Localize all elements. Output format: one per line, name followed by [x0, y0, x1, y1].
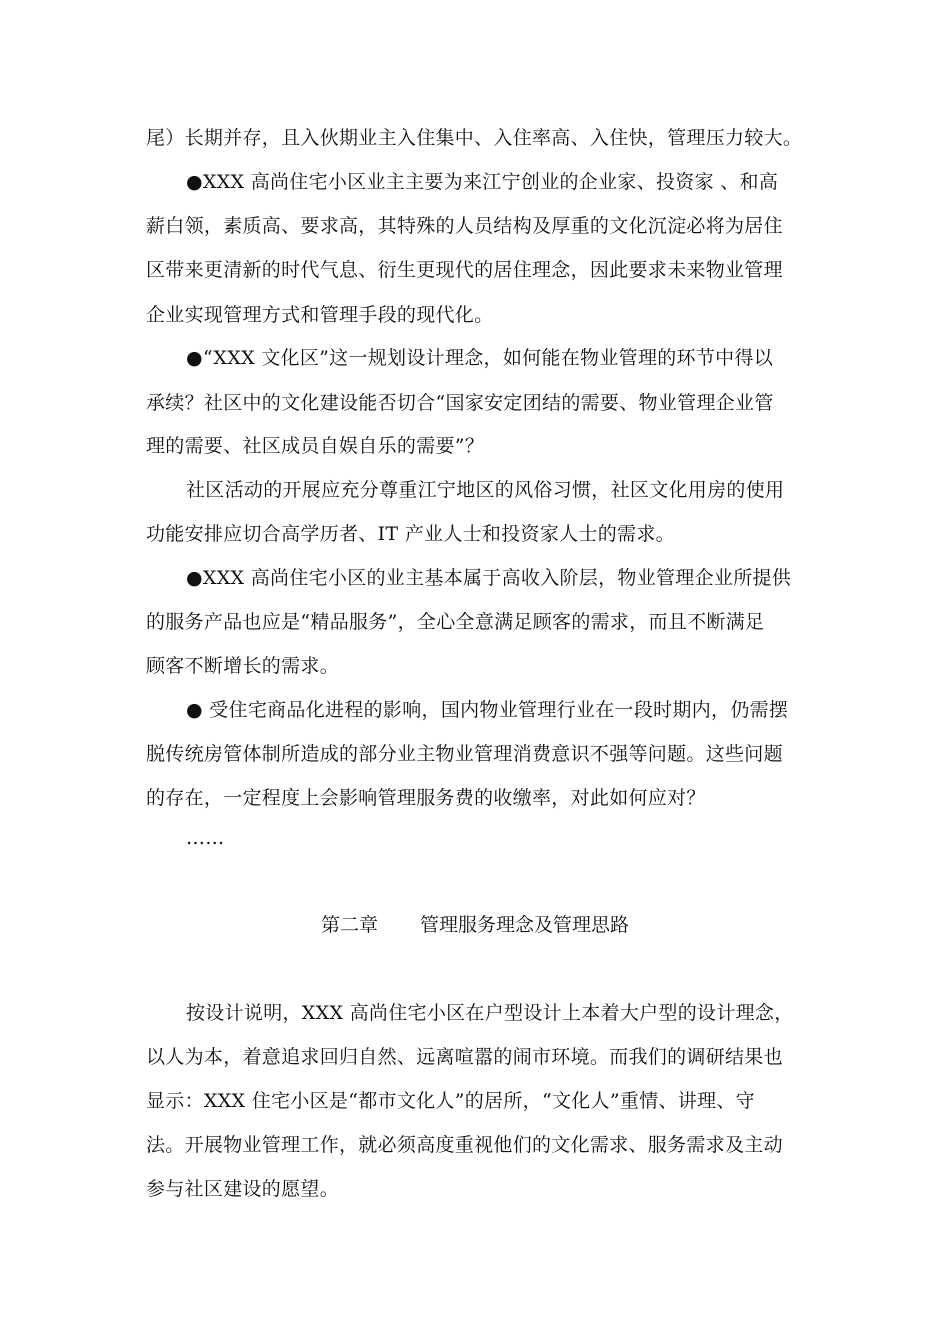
- bullet-line-1: ●XXX 高尚住宅小区业主主要为来江宁创业的企业家、投资家 、和高: [186, 171, 779, 193]
- bullet-line-3: ●XXX 高尚住宅小区的业主基本属于高收入阶层，物业管理企业所提供: [186, 567, 792, 589]
- body-line-4: 法。开展物业管理工作，就必须高度重视他们的文化需求、服务需求及主动: [146, 1134, 783, 1156]
- body-line-3: 显示：XXX 住宅小区是“都市文化人”的居所，“文化人”重情、讲理、守: [146, 1090, 755, 1112]
- text-line-3: 薪白领，素质高、要求高，其特殊的人员结构及厚重的文化沉淀必将为居住: [146, 215, 783, 237]
- text-line-5: 企业实现管理方式和管理手段的现代化。: [146, 304, 494, 326]
- text-line-1: 尾）长期并存，且入伙期业主入住集中、入住率高、入住快，管理压力较大。: [146, 127, 803, 149]
- text-line-7: 承续？社区中的文化建设能否切合“国家安定团结的需要、物业管理企业管: [146, 392, 774, 414]
- body-line-5: 参与社区建设的愿望。: [146, 1178, 340, 1200]
- bullet-line-4: ● 受住宅商品化进程的影响，国内物业管理行业在一段时期内，仍需摆: [186, 699, 789, 721]
- bullet-line-2: ●“XXX 文化区”这一规划设计理念，如何能在物业管理的环节中得以: [186, 347, 774, 369]
- text-line-10: 功能安排应切合高学历者、IT 产业人士和投资家人士的需求。: [146, 523, 675, 545]
- chapter-heading: [0, 913, 950, 937]
- chapter-title: 管理服务理念及管理思路: [420, 914, 630, 936]
- body-line-2: 以人为本，着意追求回归自然、远离喧嚣的闹市环境。而我们的调研结果也: [146, 1046, 783, 1068]
- paragraph-line-1: 社区活动的开展应充分尊重江宁地区的风俗习惯，社区文化用房的使用: [186, 479, 785, 501]
- text-line-16: 的存在，一定程度上会影响管理服务费的收缴率，对此如何应对？: [146, 787, 706, 809]
- text-line-13: 顾客不断增长的需求。: [146, 655, 340, 677]
- text-line-8: 理的需要、社区成员自娱自乐的需要”？: [146, 435, 485, 457]
- text-line-12: 的服务产品也应是“精品服务”，全心全意满足顾客的需求，而且不断满足: [146, 611, 765, 633]
- text-line-15: 脱传统房管体制所造成的部分业主物业管理消费意识不强等问题。这些问题: [146, 743, 783, 765]
- body-line-1: 按设计说明，XXX 高尚住宅小区在户型设计上本着大户型的设计理念，: [186, 1002, 794, 1024]
- ellipsis: ……: [186, 827, 225, 849]
- chapter-number: 第二章: [320, 914, 378, 936]
- text-line-4: 区带来更清新的时代气息、衍生更现代的居住理念，因此要求未来物业管理: [146, 259, 783, 281]
